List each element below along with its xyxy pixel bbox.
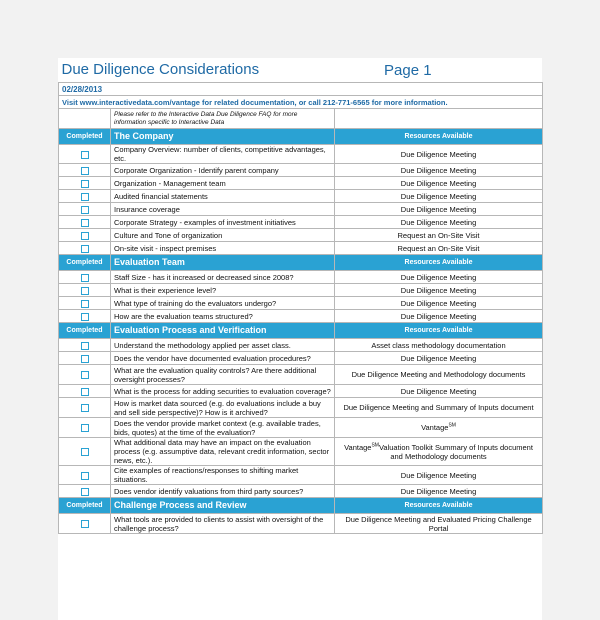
checklist-row: [59, 466, 543, 485]
resource-cell: [335, 385, 543, 398]
resource-cell: [335, 164, 543, 177]
completed-checkbox[interactable]: [81, 274, 89, 282]
resource-cell: [335, 271, 543, 284]
completed-checkbox[interactable]: [81, 287, 89, 295]
resource-label: Due Diligence Meeting: [400, 217, 477, 227]
completed-cell: [59, 297, 111, 310]
resource-cell: [335, 145, 543, 164]
completed-header: Completed: [59, 498, 111, 514]
completed-cell: [59, 385, 111, 398]
resource-cell: [335, 438, 543, 466]
completed-cell: [59, 352, 111, 365]
completed-cell: [59, 438, 111, 466]
resource-cell: [335, 352, 543, 365]
item-text: What is the process for adding securities to evaluation coverage?: [111, 385, 335, 398]
item-text: Audited financial statements: [111, 190, 335, 203]
service-mark: SM: [371, 442, 379, 448]
document-sheet: [58, 58, 542, 620]
visit-link[interactable]: Visit www.interactivedata.com/vantage for related documentation, or call 212-771-6565 for more information.: [59, 96, 543, 109]
resource-label: Due Diligence Meeting: [400, 470, 477, 480]
document-title: Due Diligence Considerations: [61, 60, 260, 78]
completed-cell: [59, 271, 111, 284]
item-text: Culture and Tone of organization: [111, 229, 335, 242]
checklist-row: [59, 242, 543, 255]
completed-cell: [59, 485, 111, 498]
completed-cell: [59, 216, 111, 229]
completed-cell: [59, 466, 111, 485]
resources-header: Resources Available: [335, 323, 543, 339]
resource-label: Due Diligence Meeting: [400, 165, 477, 175]
faq-note: Please refer to the Interactive Data Due Diligence FAQ for more information specific to Interactive Data: [111, 109, 335, 129]
completed-cell: [59, 365, 111, 385]
resources-header: Resources Available: [335, 498, 543, 514]
checklist-row: [59, 485, 543, 498]
item-text: What are the evaluation quality controls? Are there additional oversight processes?: [111, 365, 335, 385]
completed-cell: [59, 418, 111, 438]
checklist-row: [59, 514, 543, 534]
checklist-row: [59, 284, 543, 297]
resource-label: Due Diligence Meeting: [400, 311, 477, 321]
completed-checkbox[interactable]: [81, 193, 89, 201]
checklist-row: [59, 190, 543, 203]
completed-header: Completed: [59, 129, 111, 145]
resource-label: Due Diligence Meeting and Methodology documents: [351, 370, 526, 379]
resource-label: Due Diligence Meeting and Summary of Inputs document: [343, 403, 534, 412]
completed-header: Completed: [59, 323, 111, 339]
completed-checkbox[interactable]: [81, 342, 89, 350]
completed-checkbox[interactable]: [81, 180, 89, 188]
section-header: [59, 255, 543, 271]
completed-checkbox[interactable]: [81, 151, 89, 159]
resource-cell: [335, 216, 543, 229]
resource-label-rest: Valuation Toolkit Summary of Inputs document and Methodology documents: [378, 442, 533, 461]
section-title: Challenge Process and Review: [111, 498, 335, 514]
resource-cell: [335, 242, 543, 255]
item-text: Corporate Strategy - examples of investment initiatives: [111, 216, 335, 229]
item-text: Corporate Organization - Identify parent company: [111, 164, 335, 177]
item-text: Does the vendor provide market context (e.g. available trades, bids, quotes) at the time of the evaluation?: [111, 418, 335, 438]
section-header: [59, 498, 543, 514]
resource-cell: [335, 203, 543, 216]
resource-cell: [335, 514, 543, 534]
section-header: [59, 323, 543, 339]
item-text: Cite examples of reactions/responses to shifting market situations.: [111, 466, 335, 485]
resource-cell: [335, 339, 543, 352]
completed-cell: [59, 203, 111, 216]
checklist-row: [59, 385, 543, 398]
completed-checkbox[interactable]: [81, 219, 89, 227]
checklist-row: [59, 297, 543, 310]
checklist-row: [59, 164, 543, 177]
completed-cell: [59, 229, 111, 242]
completed-cell: [59, 190, 111, 203]
note-spacer: [59, 109, 111, 129]
completed-cell: [59, 310, 111, 323]
completed-checkbox[interactable]: [81, 448, 89, 456]
page-number: Page 1: [384, 62, 432, 79]
resource-cell: [335, 485, 543, 498]
checklist-row: [59, 271, 543, 284]
checklist-row: [59, 216, 543, 229]
item-text: What type of training do the evaluators undergo?: [111, 297, 335, 310]
resource-label: Due Diligence Meeting: [400, 191, 477, 201]
item-text: Understand the methodology applied per asset class.: [111, 339, 335, 352]
item-text: On-site visit - inspect premises: [111, 242, 335, 255]
item-text: Organization - Management team: [111, 177, 335, 190]
completed-cell: [59, 177, 111, 190]
checklist-row: [59, 352, 543, 365]
resource-label: Vantage: [344, 442, 372, 452]
checklist-row: [59, 203, 543, 216]
checklist-row: [59, 229, 543, 242]
resource-cell: [335, 310, 543, 323]
completed-checkbox[interactable]: [81, 300, 89, 308]
resource-label: Due Diligence Meeting: [400, 298, 477, 308]
section-title: Evaluation Process and Verification: [111, 323, 335, 339]
resource-label: Due Diligence Meeting: [400, 386, 477, 396]
resource-label: Due Diligence Meeting: [400, 204, 477, 214]
resource-label: Due Diligence Meeting: [400, 149, 477, 159]
resource-label: Due Diligence Meeting and Evaluated Pricing Challenge Portal: [345, 514, 532, 533]
resource-cell: [335, 190, 543, 203]
completed-cell: [59, 339, 111, 352]
item-text: What is their experience level?: [111, 284, 335, 297]
completed-header: Completed: [59, 255, 111, 271]
completed-cell: [59, 514, 111, 534]
resource-cell: [335, 398, 543, 418]
section-header: [59, 129, 543, 145]
item-text: Does vendor identify valuations from third party sources?: [111, 485, 335, 498]
resource-cell: [335, 297, 543, 310]
resource-label: Due Diligence Meeting: [400, 353, 477, 363]
completed-checkbox[interactable]: [81, 388, 89, 396]
resource-cell: [335, 365, 543, 385]
checklist-row: [59, 177, 543, 190]
checklist-row: [59, 145, 543, 164]
item-text: How is market data sourced (e.g. do evaluations include a buy and sell side perspective)? How is it archived?: [111, 398, 335, 418]
completed-checkbox[interactable]: [81, 167, 89, 175]
completed-checkbox[interactable]: [81, 313, 89, 321]
resource-cell: [335, 466, 543, 485]
resource-label: Request an On-Site Visit: [397, 243, 480, 253]
completed-checkbox[interactable]: [81, 520, 89, 528]
resource-label: Vantage: [421, 423, 449, 432]
resources-header: Resources Available: [335, 129, 543, 145]
resources-header: Resources Available: [335, 255, 543, 271]
completed-checkbox[interactable]: [81, 424, 89, 432]
completed-cell: [59, 398, 111, 418]
completed-checkbox[interactable]: [81, 371, 89, 379]
completed-cell: [59, 164, 111, 177]
service-mark: SM: [448, 422, 456, 429]
resource-cell: [335, 177, 543, 190]
completed-checkbox[interactable]: [81, 488, 89, 496]
resource-cell: [335, 284, 543, 297]
item-text: Insurance coverage: [111, 203, 335, 216]
completed-checkbox[interactable]: [81, 472, 89, 480]
completed-checkbox[interactable]: [81, 232, 89, 240]
item-text: What tools are provided to clients to assist with oversight of the challenge process?: [111, 514, 335, 534]
completed-cell: [59, 145, 111, 164]
completed-checkbox[interactable]: [81, 206, 89, 214]
item-text: Staff Size - has it increased or decreased since 2008?: [111, 271, 335, 284]
document-date: 02/28/2013: [59, 83, 543, 96]
completed-checkbox[interactable]: [81, 245, 89, 253]
item-text: Does the vendor have documented evaluation procedures?: [111, 352, 335, 365]
section-title: Evaluation Team: [111, 255, 335, 271]
resource-label: Due Diligence Meeting: [400, 486, 477, 496]
resource-label: Asset class methodology documentation: [371, 340, 506, 350]
checklist-row: [59, 339, 543, 352]
resource-cell: [335, 229, 543, 242]
resource-label: Due Diligence Meeting: [400, 178, 477, 188]
checklist-row: [59, 398, 543, 418]
completed-checkbox[interactable]: [81, 355, 89, 363]
checklist-row: [59, 310, 543, 323]
note-resources-spacer: [335, 109, 543, 129]
completed-checkbox[interactable]: [81, 404, 89, 412]
checklist-row: [59, 418, 543, 438]
resource-label: Due Diligence Meeting: [400, 285, 477, 295]
item-text: How are the evaluation teams structured?: [111, 310, 335, 323]
checklist-row: [59, 365, 543, 385]
resource-label: Due Diligence Meeting: [400, 272, 477, 282]
section-title: The Company: [111, 129, 335, 145]
resource-label: Request an On-Site Visit: [397, 230, 480, 240]
resource-cell: [335, 418, 543, 438]
completed-cell: [59, 242, 111, 255]
checklist-row: [59, 438, 543, 466]
completed-cell: [59, 284, 111, 297]
item-text: What additional data may have an impact on the evaluation process (e.g. assumptive data, relevant credit information, sector news, etc.).: [111, 438, 335, 466]
item-text: Company Overview: number of clients, competitive advantages, etc.: [111, 145, 335, 164]
checklist-table: [58, 58, 543, 534]
